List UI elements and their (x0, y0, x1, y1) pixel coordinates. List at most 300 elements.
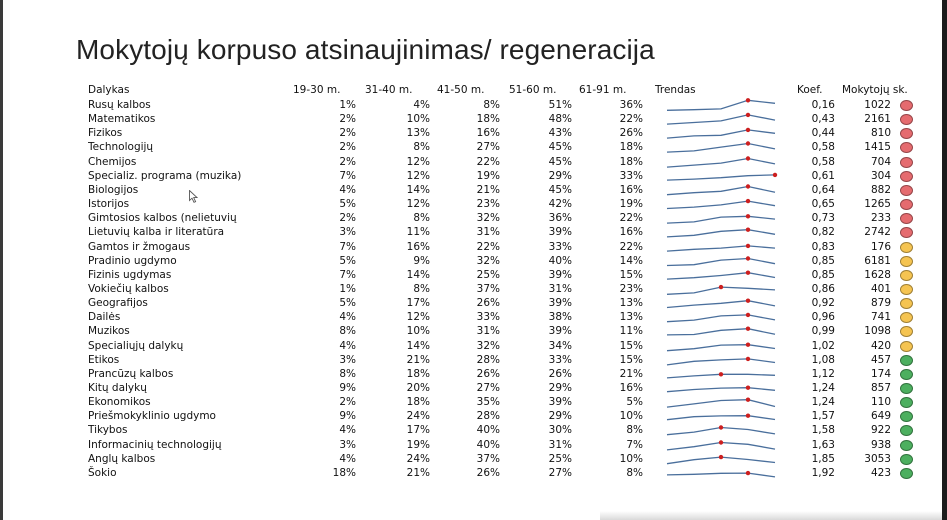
status-indicator-green (900, 425, 913, 436)
trend-sparkline (665, 112, 777, 126)
share-19-30: 4% (339, 339, 356, 352)
status-indicator-red (900, 100, 913, 111)
share-51-60: 45% (548, 155, 572, 168)
coefficient: 0,65 (811, 198, 835, 211)
share-51-60: 43% (548, 127, 572, 140)
table-row (0, 197, 947, 211)
share-41-50: 23% (476, 198, 500, 211)
table-row (0, 438, 947, 452)
coefficient: 1,24 (811, 382, 835, 394)
coefficient: 0,86 (811, 282, 835, 295)
share-19-30: 4% (339, 452, 356, 465)
trend-peak-marker (746, 342, 750, 346)
trend-line (667, 158, 775, 167)
coefficient: 0,96 (811, 311, 835, 324)
teacher-count: 1628 (864, 268, 891, 281)
teacher-count: 2742 (864, 226, 891, 239)
share-31-40: 12% (406, 169, 430, 182)
share-31-40: 10% (406, 113, 430, 126)
trend-sparkline (665, 438, 777, 452)
coefficient: 0,73 (811, 212, 835, 225)
trend-peak-marker (746, 184, 750, 188)
trend-peak-marker (746, 414, 750, 418)
header-age-51-60: 51-60 m. (509, 84, 557, 96)
coefficient: 0,85 (811, 268, 835, 281)
trend-line (667, 216, 775, 223)
trend-line (667, 400, 775, 407)
table-row (0, 240, 947, 254)
coefficient: 0,44 (811, 127, 835, 140)
share-51-60: 42% (548, 198, 572, 211)
trend-sparkline (665, 225, 777, 239)
trend-line (667, 359, 775, 365)
trend-line (667, 258, 775, 265)
share-51-60: 39% (548, 297, 572, 310)
share-19-30: 7% (339, 240, 356, 253)
table-row (0, 211, 947, 225)
status-indicator-red (900, 142, 913, 153)
subject-name: Etikos (88, 353, 120, 366)
teacher-count: 857 (870, 382, 891, 394)
table-row (0, 282, 947, 296)
share-61-91: 36% (619, 99, 643, 111)
teacher-count: 1265 (864, 198, 891, 211)
table-row (0, 324, 947, 338)
share-41-50: 33% (476, 311, 500, 324)
share-51-60: 34% (548, 339, 572, 352)
status-indicator-yellow (900, 270, 913, 281)
share-31-40: 8% (413, 141, 430, 154)
trend-peak-marker (773, 172, 777, 176)
trend-sparkline (665, 353, 777, 367)
trend-line (667, 130, 775, 138)
share-61-91: 16% (619, 183, 643, 196)
window-frame-bottom (600, 511, 942, 520)
teacher-count: 704 (870, 155, 891, 168)
table-row (0, 381, 947, 395)
trend-line (667, 344, 775, 350)
teacher-count: 1415 (864, 141, 891, 154)
share-51-60: 39% (548, 226, 572, 239)
share-31-40: 14% (406, 339, 430, 352)
share-19-30: 7% (339, 268, 356, 281)
table-row (0, 254, 947, 268)
trend-peak-marker (746, 128, 750, 132)
trend-line (667, 416, 775, 420)
share-31-40: 14% (406, 183, 430, 196)
share-19-30: 9% (339, 410, 356, 423)
trend-peak-marker (746, 327, 750, 331)
share-51-60: 25% (548, 452, 572, 465)
share-61-91: 19% (619, 198, 643, 211)
trend-peak-marker (746, 356, 750, 360)
share-61-91: 26% (619, 127, 643, 140)
share-61-91: 13% (619, 297, 643, 310)
table-row (0, 452, 947, 466)
table-row (0, 140, 947, 154)
coefficient: 0,58 (811, 141, 835, 154)
trend-sparkline (665, 254, 777, 268)
subject-name: Gimtosios kalbos (nelietuvių (88, 212, 237, 225)
trend-sparkline (665, 466, 777, 480)
subject-name: Specializ. programa (muzika) (88, 169, 242, 182)
share-19-30: 4% (339, 183, 356, 196)
subject-name: Rusų kalbos (88, 99, 151, 111)
teacher-count: 110 (870, 396, 891, 409)
coefficient: 1,12 (811, 367, 835, 380)
coefficient: 1,57 (811, 410, 835, 423)
status-indicator-yellow (900, 242, 913, 253)
share-61-91: 15% (619, 268, 643, 281)
trend-sparkline (665, 268, 777, 282)
share-51-60: 31% (548, 282, 572, 295)
share-19-30: 5% (339, 198, 356, 211)
share-19-30: 7% (339, 169, 356, 182)
share-61-91: 8% (626, 424, 643, 437)
share-41-50: 22% (476, 240, 500, 253)
table-row (0, 367, 947, 381)
trend-sparkline (665, 339, 777, 353)
teacher-count: 810 (870, 127, 891, 140)
coefficient: 0,85 (811, 254, 835, 267)
share-61-91: 10% (619, 452, 643, 465)
share-61-91: 8% (626, 466, 643, 479)
share-51-60: 45% (548, 141, 572, 154)
share-61-91: 18% (619, 141, 643, 154)
teacher-count: 233 (870, 212, 891, 225)
table-row (0, 155, 947, 169)
share-31-40: 21% (406, 353, 430, 366)
share-61-91: 11% (619, 325, 643, 338)
share-19-30: 8% (339, 367, 356, 380)
subject-name: Geografijos (88, 297, 148, 310)
subject-name: Chemijos (88, 155, 137, 168)
trend-peak-marker (746, 199, 750, 203)
subject-name: Pradinio ugdymo (88, 254, 177, 267)
trend-sparkline (665, 310, 777, 324)
share-19-30: 2% (339, 155, 356, 168)
teacher-count: 938 (870, 438, 891, 451)
share-51-60: 33% (548, 353, 572, 366)
share-41-50: 21% (476, 183, 500, 196)
coefficient: 0,83 (811, 240, 835, 253)
header-trend: Trendas (655, 84, 696, 96)
coefficient: 0,82 (811, 226, 835, 239)
share-41-50: 28% (476, 410, 500, 423)
share-41-50: 25% (476, 268, 500, 281)
trend-peak-marker (719, 426, 723, 430)
coefficient: 1,02 (811, 339, 835, 352)
subject-name: Lietuvių kalba ir literatūra (88, 226, 225, 239)
coefficient: 0,58 (811, 155, 835, 168)
trend-sparkline (665, 452, 777, 466)
table-row (0, 466, 947, 480)
share-19-30: 5% (339, 297, 356, 310)
trend-sparkline (665, 240, 777, 254)
trend-sparkline (665, 211, 777, 225)
trend-peak-marker (746, 98, 750, 102)
share-19-30: 2% (339, 396, 356, 409)
header-coef: Koef. (797, 84, 823, 96)
trend-sparkline (665, 126, 777, 140)
trend-sparkline (665, 381, 777, 395)
share-19-30: 1% (339, 99, 356, 111)
trend-peak-marker (719, 372, 723, 376)
share-61-91: 10% (619, 410, 643, 423)
subject-name: Informacinių technologijų (88, 438, 222, 451)
share-31-40: 19% (406, 438, 430, 451)
share-31-40: 9% (413, 254, 430, 267)
status-indicator-green (900, 369, 913, 380)
share-41-50: 28% (476, 353, 500, 366)
share-51-60: 29% (548, 382, 572, 394)
share-51-60: 31% (548, 438, 572, 451)
share-41-50: 26% (476, 297, 500, 310)
status-indicator-red (900, 157, 913, 168)
trend-peak-marker (746, 214, 750, 218)
trend-sparkline (665, 395, 777, 409)
trend-line (667, 115, 775, 124)
header-subject: Dalykas (88, 84, 130, 96)
subject-name: Specialiųjų dalykų (88, 339, 184, 352)
subject-name: Muzikos (88, 325, 130, 338)
status-indicator-yellow (900, 256, 913, 267)
trend-line (667, 144, 775, 153)
teacher-count: 6181 (864, 254, 891, 267)
table-row (0, 169, 947, 183)
subject-name: Anglų kalbos (88, 452, 156, 465)
share-41-50: 26% (476, 367, 500, 380)
share-19-30: 2% (339, 127, 356, 140)
share-19-30: 3% (339, 353, 356, 366)
status-indicator-yellow (900, 326, 913, 337)
share-51-60: 39% (548, 396, 572, 409)
trend-line (667, 388, 775, 392)
teacher-count: 401 (870, 282, 891, 295)
share-61-91: 23% (619, 282, 643, 295)
trend-line (667, 186, 775, 194)
coefficient: 1,24 (811, 396, 835, 409)
trend-line (667, 100, 775, 110)
header-teachers: Mokytojų sk. (842, 84, 908, 96)
teacher-count: 304 (870, 169, 891, 182)
trend-sparkline (665, 367, 777, 381)
share-31-40: 18% (406, 396, 430, 409)
share-19-30: 8% (339, 325, 356, 338)
coefficient: 1,63 (811, 438, 835, 451)
trend-peak-marker (746, 142, 750, 146)
subject-name: Istorijos (88, 198, 130, 211)
share-31-40: 11% (406, 226, 430, 239)
share-61-91: 15% (619, 353, 643, 366)
trend-peak-marker (746, 386, 750, 390)
share-61-91: 7% (626, 438, 643, 451)
share-51-60: 45% (548, 183, 572, 196)
teacher-count: 2161 (864, 113, 891, 126)
teacher-count: 457 (870, 353, 891, 366)
trend-line (667, 315, 775, 322)
share-61-91: 22% (619, 240, 643, 253)
table-row (0, 409, 947, 423)
status-indicator-yellow (900, 312, 913, 323)
share-19-30: 3% (339, 226, 356, 239)
coefficient: 1,08 (811, 353, 835, 366)
header-age-41-50: 41-50 m. (437, 84, 485, 96)
share-41-50: 32% (476, 339, 500, 352)
status-indicator-red (900, 114, 913, 125)
share-31-40: 12% (406, 155, 430, 168)
status-indicator-red (900, 185, 913, 196)
trend-sparkline (665, 409, 777, 423)
subject-name: Prancūzų kalbos (88, 367, 174, 380)
trend-peak-marker (719, 440, 723, 444)
share-19-30: 2% (339, 141, 356, 154)
trend-sparkline (665, 140, 777, 154)
share-41-50: 32% (476, 254, 500, 267)
table-row (0, 353, 947, 367)
trend-line (667, 230, 775, 237)
share-41-50: 31% (476, 325, 500, 338)
share-61-91: 5% (626, 396, 643, 409)
subject-name: Fizinis ugdymas (88, 268, 172, 281)
share-41-50: 40% (476, 424, 500, 437)
teacher-count: 1098 (864, 325, 891, 338)
share-61-91: 15% (619, 339, 643, 352)
trend-sparkline (665, 423, 777, 437)
trend-sparkline (665, 197, 777, 211)
coefficient: 0,61 (811, 169, 835, 182)
table-row (0, 423, 947, 437)
share-31-40: 17% (406, 424, 430, 437)
status-indicator-yellow (900, 341, 913, 352)
table-row (0, 268, 947, 282)
trend-peak-marker (746, 270, 750, 274)
share-31-40: 17% (406, 297, 430, 310)
share-51-60: 29% (548, 169, 572, 182)
teacher-count: 882 (870, 183, 891, 196)
share-61-91: 16% (619, 226, 643, 239)
share-61-91: 14% (619, 254, 643, 267)
share-61-91: 22% (619, 212, 643, 225)
share-31-40: 10% (406, 325, 430, 338)
teacher-count: 420 (870, 339, 891, 352)
coefficient: 1,58 (811, 424, 835, 437)
subject-name: Fizikos (88, 127, 123, 140)
share-31-40: 12% (406, 311, 430, 324)
trend-peak-marker (746, 299, 750, 303)
share-41-50: 26% (476, 466, 500, 479)
teacher-count: 879 (870, 297, 891, 310)
trend-line (667, 473, 775, 477)
table-row (0, 310, 947, 324)
trend-line (667, 175, 775, 180)
share-61-91: 18% (619, 155, 643, 168)
trend-peak-marker (746, 228, 750, 232)
share-41-50: 18% (476, 113, 500, 126)
share-41-50: 22% (476, 155, 500, 168)
share-51-60: 27% (548, 466, 572, 479)
status-indicator-green (900, 383, 913, 394)
share-41-50: 8% (483, 99, 500, 111)
share-41-50: 27% (476, 382, 500, 394)
share-19-30: 3% (339, 438, 356, 451)
share-41-50: 35% (476, 396, 500, 409)
trend-line (667, 201, 775, 208)
share-31-40: 8% (413, 282, 430, 295)
teacher-count: 741 (870, 311, 891, 324)
share-51-60: 48% (548, 113, 572, 126)
trend-peak-marker (746, 471, 750, 475)
share-61-91: 33% (619, 169, 643, 182)
share-41-50: 19% (476, 169, 500, 182)
coefficient: 0,43 (811, 113, 835, 126)
share-61-91: 16% (619, 382, 643, 394)
share-41-50: 31% (476, 226, 500, 239)
share-41-50: 16% (476, 127, 500, 140)
status-indicator-red (900, 199, 913, 210)
coefficient: 1,85 (811, 452, 835, 465)
teacher-count: 649 (870, 410, 891, 423)
trend-line (667, 245, 775, 250)
teacher-count: 174 (870, 367, 891, 380)
status-indicator-green (900, 440, 913, 451)
trend-sparkline (665, 296, 777, 310)
subject-name: Priešmokyklinio ugdymo (88, 410, 216, 423)
share-31-40: 24% (406, 452, 430, 465)
status-indicator-green (900, 397, 913, 408)
status-indicator-green (900, 468, 913, 479)
status-indicator-green (900, 355, 913, 366)
table-row (0, 126, 947, 140)
share-51-60: 36% (548, 212, 572, 225)
share-31-40: 24% (406, 410, 430, 423)
status-indicator-green (900, 411, 913, 422)
share-41-50: 27% (476, 141, 500, 154)
share-61-91: 21% (619, 367, 643, 380)
trend-peak-marker (746, 243, 750, 247)
share-61-91: 22% (619, 113, 643, 126)
subject-name: Biologijos (88, 183, 139, 196)
status-indicator-yellow (900, 284, 913, 295)
share-31-40: 18% (406, 367, 430, 380)
coefficient: 0,64 (811, 183, 835, 196)
share-31-40: 14% (406, 268, 430, 281)
status-indicator-red (900, 171, 913, 182)
status-indicator-yellow (900, 298, 913, 309)
trend-peak-marker (746, 398, 750, 402)
share-31-40: 8% (413, 212, 430, 225)
share-51-60: 38% (548, 311, 572, 324)
teacher-count: 423 (870, 466, 891, 479)
status-indicator-red (900, 227, 913, 238)
subject-name: Gamtos ir žmogaus (88, 240, 191, 253)
table-row (0, 183, 947, 197)
share-41-50: 40% (476, 438, 500, 451)
share-41-50: 37% (476, 452, 500, 465)
trend-sparkline (665, 324, 777, 338)
header-age-61-91: 61-91 m. (579, 84, 627, 96)
trend-sparkline (665, 98, 777, 112)
table-row (0, 112, 947, 126)
slide-title: Mokytojų korpuso atsinaujinimas/ regeneracija (76, 34, 655, 65)
trend-sparkline (665, 169, 777, 183)
table-row (0, 296, 947, 310)
subject-name: Tikybos (88, 424, 128, 437)
table-row (0, 395, 947, 409)
trend-peak-marker (746, 313, 750, 317)
share-51-60: 29% (548, 410, 572, 423)
share-51-60: 30% (548, 424, 572, 437)
